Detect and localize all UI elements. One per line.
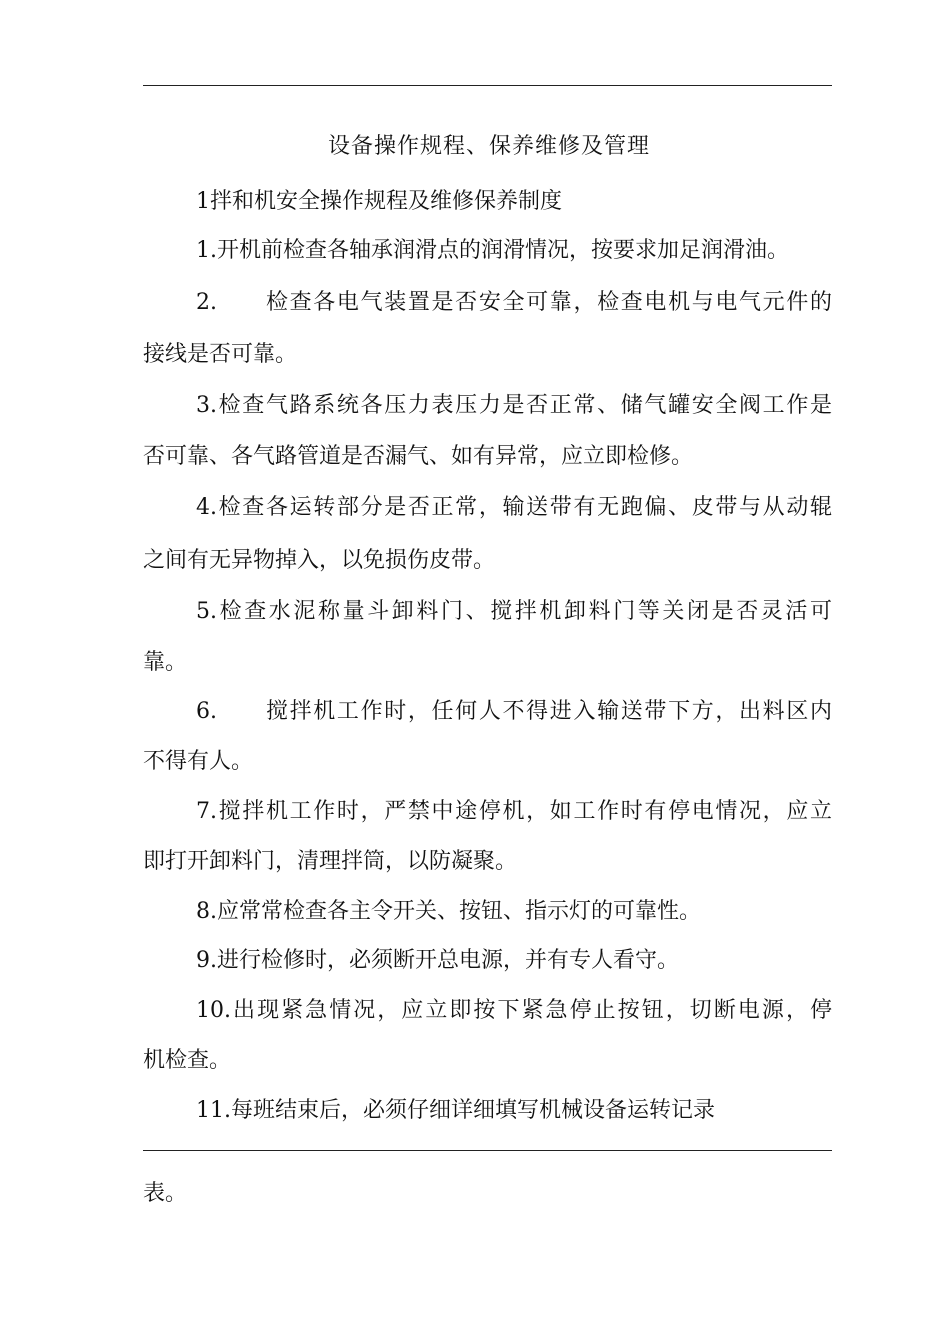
list-item-5-line-2: 靠。: [143, 650, 188, 675]
list-item-1-line-1: 1.开机前检查各轴承润滑点的润滑情况，按要求加足润滑油。: [196, 238, 789, 263]
list-item-2-line-2: 接线是否可靠。: [143, 342, 298, 367]
list-item-7-line-2: 即打开卸料门，清理拌筒，以防凝聚。: [143, 849, 518, 874]
list-item-10-line-1: 10.出现紧急情况，应立即按下紧急停止按钮，切断电源，停: [196, 998, 832, 1023]
list-item-3-line-2: 否可靠、各气路管道是否漏气、如有异常，应立即检修。: [143, 444, 694, 469]
list-item-3-line-1: 3.检查气路系统各压力表压力是否正常、储气罐安全阀工作是: [196, 393, 832, 418]
list-item-2-line-1: 2. 检查各电气装置是否安全可靠，检查电机与电气元件的: [196, 290, 832, 315]
list-item-10-line-2: 机检查。: [143, 1048, 232, 1073]
list-item-5-line-1: 5.检查水泥称量斗卸料门、搅拌机卸料门等关闭是否灵活可: [196, 599, 832, 624]
list-item-11-line-1: 11.每班结束后，必须仔细详细填写机械设备运转记录: [196, 1098, 715, 1123]
section-heading: 1拌和机安全操作规程及维修保养制度: [196, 189, 562, 214]
list-item-8-line-1: 8.应常常检查各主令开关、按钮、指示灯的可靠性。: [196, 899, 701, 924]
list-item-4-line-1: 4.检查各运转部分是否正常，输送带有无跑偏、皮带与从动辊: [196, 495, 832, 520]
page-title: 设备操作规程、保养维修及管理: [327, 134, 650, 159]
list-item-7-line-1: 7.搅拌机工作时，严禁中途停机，如工作时有停电情况，应立: [196, 799, 832, 824]
list-item-4-line-2: 之间有无异物掉入，以免损伤皮带。: [143, 548, 496, 573]
list-item-6-line-2: 不得有人。: [143, 749, 254, 774]
continuation-text: 表。: [143, 1181, 188, 1206]
list-item-9-line-1: 9.进行检修时，必须断开总电源，并有专人看守。: [196, 948, 679, 973]
header-rule: [143, 85, 832, 86]
list-item-6-line-1: 6. 搅拌机工作时，任何人不得进入输送带下方，出料区内: [196, 699, 832, 724]
footer-rule: [143, 1150, 832, 1151]
